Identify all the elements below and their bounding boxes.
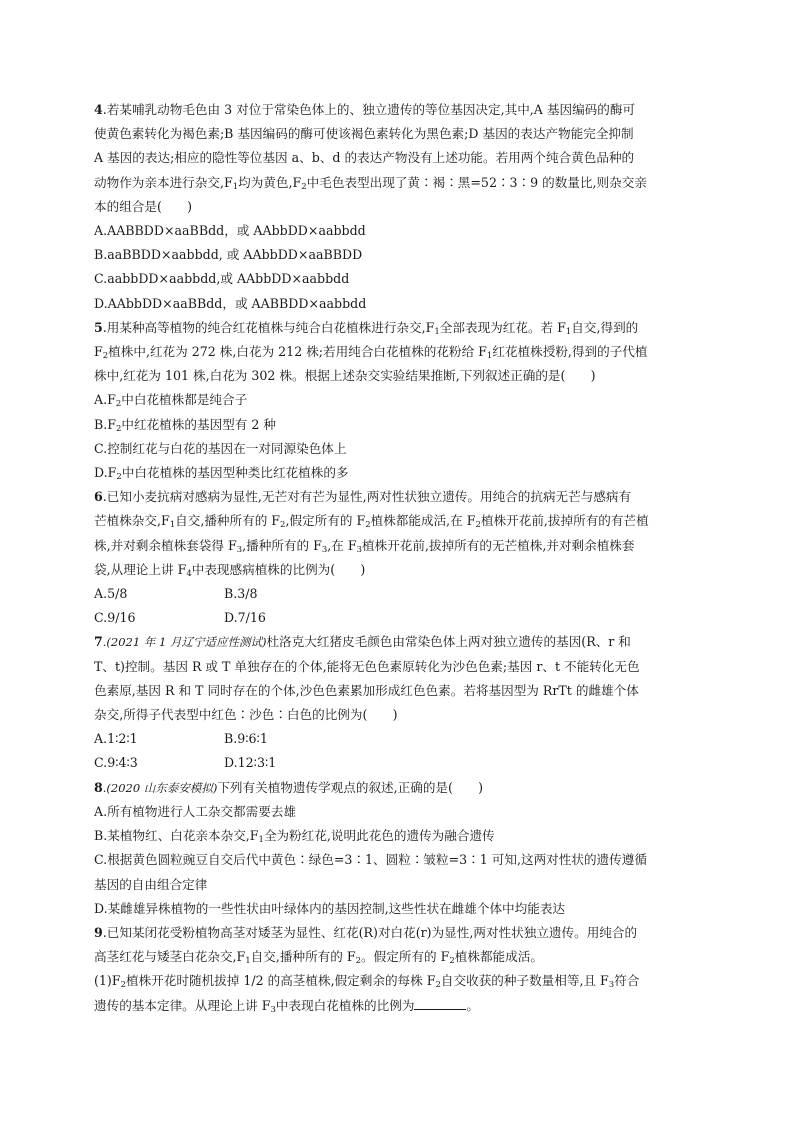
question-7-line-1: 7.(2021 年 1 月辽宁适应性测试)杜洛克大红猪皮毛颜色由常染色体上两对独立遗传的基因(R、r 和 xyxy=(94,634,631,650)
options-row-1 xyxy=(94,582,702,606)
question-5-line-2: $F_2$植株中,红花为 272 株,白花为 212 株;若用纯合白花植株的花粉给 $F_1$红花植株授粉,得到的子代植 xyxy=(94,344,648,362)
question-9-line-3: $(1)F_2$植株开花时随机拔掉 1/2 的高茎植株,假定剩余的每株 $F_2$自交收获的种子数量相等,且 $F_3$符合 xyxy=(94,973,640,991)
question-8-line-1: 8.(2020 山东泰安模拟)下列有关植物遗传学观点的叙述,正确的是( ) xyxy=(94,779,484,795)
options-row-2 xyxy=(94,606,702,630)
question-6-line-1: 6.已知小麦抗病对感病为显性,无芒对有芒为显性,两对性状独立遗传。用纯合的抗病无芒与感病有 xyxy=(94,489,632,505)
document-page xyxy=(94,98,702,1018)
question-4-line-2: 使黄色素转化为褐色素;B 基因编码的酶可使该褐色素转化为黑色素;D 基因的表达产物能完全抑制 xyxy=(94,126,634,142)
question-9-line-2: 高茎红花与矮茎白花杂交$,F_1$自交,播种所有的 $F_2$。假定所有的 $F_2$植株都能成活。 xyxy=(94,949,543,967)
option-c-continued: 基因的自由组合定律 xyxy=(94,876,208,892)
question-5 xyxy=(94,316,702,485)
question-5-line-1: 5.用某种高等植物的纯合红花植株与纯合白花植株进行杂交$,F_1$全部表现为红花。若 $F_1$自交,得到的 xyxy=(94,319,639,337)
question-7 xyxy=(94,630,702,775)
option-c: C.根据黄色圆粒豌豆自交后代中黄色∶绿色=3∶1、圆粒∶皱粒=3∶1 可知,这两对性状的遗传遵循 xyxy=(94,852,647,868)
option-c: C.9/16 xyxy=(94,610,136,626)
question-number: 7 xyxy=(94,634,103,650)
question-number: 6 xyxy=(94,489,103,505)
options-row-2 xyxy=(94,751,702,775)
question-number: 4 xyxy=(94,102,103,117)
question-source: .(2020 山东泰安模拟) xyxy=(102,780,218,795)
question-6-line-4: 袋,从理论上讲 $F_4$中表现感病植株的比例为( ) xyxy=(94,561,366,579)
question-4-line-1: 4.若某哺乳动物毛色由 3 对位于常染色体上的、独立遗传的等位基因决定,其中,A 基因编码的酶可 xyxy=(94,102,636,117)
option-b: B.3/8 xyxy=(224,586,258,602)
question-9 xyxy=(94,921,702,1018)
question-number: 8 xyxy=(94,779,103,795)
question-source: .(2021 年 1 月辽宁适应性测试) xyxy=(102,635,267,650)
option-a: A.5/8 xyxy=(94,586,128,602)
question-number: 9 xyxy=(94,924,103,940)
option-c: C.控制红花与白花的基因在一对同源染色体上 xyxy=(94,440,347,456)
question-6 xyxy=(94,485,702,630)
question-9-line-4: 遗传的基本定律。从理论上讲 $F_3$中表现白花植株的比例为 。 xyxy=(94,997,480,1015)
option-d: D.12∶3∶1 xyxy=(224,755,277,771)
question-8 xyxy=(94,776,702,921)
question-6-line-3: 株,并对剩余植株套袋得 $F_3$,播种所有的 $F_3$,在 $F_3$植株开花前,拔掉所有的无芒植株,并对剩余植株套 xyxy=(94,537,635,555)
option-b: B.aaBBDD×aabbdd, 或 AAbbDD×aaBBDD xyxy=(94,247,363,263)
option-a: A.1∶2∶1 xyxy=(94,731,138,747)
option-b: $B.F_2$中红花植株的基因型有 2 种 xyxy=(94,416,276,434)
question-7-line-3: 色素原,基因 R 和 T 同时存在的个体,沙色色素累加形成红色色素。若将基因型为 RrTt 的雌雄个体 xyxy=(94,682,639,698)
option-c: C.aabbDD×aabbdd,或 AAbbDD×aabbdd xyxy=(94,271,350,287)
question-4-line-5: 本的组合是( ) xyxy=(94,198,192,214)
question-4-line-4: 动物作为亲本进行杂交$,F_1$均为黄色$,F_2$中毛色表型出现了黄∶褐∶黑=52∶3∶9 的数量比,则杂交亲 xyxy=(94,174,647,192)
option-d: D.AAbbDD×aaBBdd，或 AABBDD×aabbdd xyxy=(94,295,367,311)
option-d: D.某雌雄异株植物的一些性状由叶绿体内的基因控制,这些性状在雌雄个体中均能表达 xyxy=(94,900,566,916)
question-number: 5 xyxy=(94,319,103,335)
option-a: A.AABBDD×aaBBdd，或 AAbbDD×aabbdd xyxy=(94,223,366,239)
question-4-line-3: A 基因的表达;相应的隐性等位基因 a、b、d 的表达产物没有上述功能。若用两个纯合黄色品种的 xyxy=(94,150,635,166)
option-d: $D.F_2$中白花植株的基因型种类比红花植株的多 xyxy=(94,465,349,483)
option-a: A.所有植物进行人工杂交都需要去雄 xyxy=(94,803,297,819)
option-a: $A.F_2$中白花植株都是纯合子 xyxy=(94,392,248,410)
answer-blank[interactable] xyxy=(414,997,466,1010)
question-5-line-3: 株中,红花为 101 株,白花为 302 株。根据上述杂交实验结果推断,下列叙述正确的是( ) xyxy=(94,368,596,384)
option-d: D.7/16 xyxy=(224,610,266,626)
question-6-line-2: 芒植株杂交$,F_1$自交,播种所有的 $F_2$,假定所有的 $F_2$植株都能成活,在 $F_2$植株开花前,拔掉所有的有芒植 xyxy=(94,513,649,531)
question-7-line-4: 杂交,所得子代表型中红色∶沙色∶白色的比例为( ) xyxy=(94,707,398,723)
option-b: B.某植物红、白花亲本杂交$,F_1$全为粉红花,说明此花色的遗传为融合遗传 xyxy=(94,828,495,846)
options-row-1 xyxy=(94,727,702,751)
option-b: B.9∶6∶1 xyxy=(224,731,268,747)
question-7-line-2: T、t)控制。基因 R 或 T 单独存在的个体,能将无色色素原转化为沙色色素;基因 r、t 不能转化无色 xyxy=(94,658,640,674)
question-9-line-1: 9.已知某闭花受粉植物高茎对矮茎为显性、红花(R)对白花(r)为显性,两对性状独立遗传。用纯合的 xyxy=(94,924,638,940)
option-c: C.9∶4∶3 xyxy=(94,755,138,771)
question-4 xyxy=(94,98,702,316)
